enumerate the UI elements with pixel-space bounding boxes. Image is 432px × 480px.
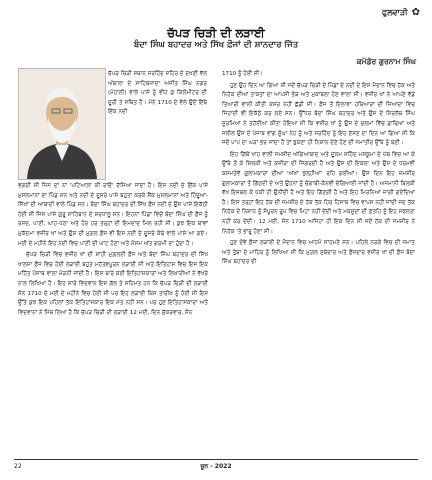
- paragraph: 1710 ਨੂੰ ਹੋਈ ਸੀ।: [222, 71, 264, 77]
- flower-icon: ✿: [411, 7, 420, 18]
- article-subtitle: ਬੰਦਾ ਸਿੰਘ ਬਹਾਦਰ ਅਤੇ ਸਿੱਖ ਫ਼ੌਜਾਂ ਦੀ ਸ਼ਾਨਦਾਰ ਜਿੱਤ: [133, 40, 299, 50]
- masthead: [382, 7, 420, 18]
- intro-paragraph: ਚੱਪੜ ਚਿੜੀ ਸਥਾਨ ਸਰਹਿੰਦ ਸ਼ਹਿਰ ਦੇ ਦਖਣੀ ਵੱਲ ਅੰਬਾਲਾ ਦੇ ਸਾਹਿਬਜ਼ਾਦਾ ਅਜੀਤ ਸਿੰਘ ਨਗਰ (ਮੋਹਾਲੀ) ਵਾਲੇ ਪਾਸੇ ਨੂੰ ਵੀਹ ਕੁ ਕਿਲੋਮੀਟਰ ਦੀ ਦੂਰੀ ਤੇ ਸਥਿਤ ਹੈ। ਮੰਨੇ 1710 ਦੇ ਵੇਲੇ ਉਦੋਂ ਇੱਥੇ ਇੱਕ ਨਦੀ: [108, 71, 207, 116]
- author-photo: [18, 68, 106, 180]
- paragraph: ਹੁਣ ਉਹ ਦਿਨ ਆ ਗਿਆ ਸੀ ਜਦੋਂ ਚੱਪੜ ਚਿੜੀ ਦੇ ਪਿੰਡਾਂ ਦੇ ਨਦੀ ਦੇ ਇਸ ਮੈਦਾਨ ਵਿਚ ਹੱਕ ਅਤੇ ਨਿਹੱਕ ਦੀਆਂ ਤਾਕਤਾਂ ਦਾ ਆਪਸੀ ਭੇੜ ਅਤੇ ਮੁਕਾਬਲਾ ਹੋਣ ਵਾਲਾ ਸੀ। ਵਜ਼ੀਰ ਖਾਂ ਨੇ ਆਪਣੇ ਵੱਡੇ ਤਿਆਰੀ ਵਾਲੀ ਕੀਤੀ ਕਸਰ ਨਹੀਂ ਛੱਡੀ ਸੀ। ਫ਼ੌਜ ਤੋਂ ਇਲਾਵਾ ਹਥਿਆਰਾਂ ਦੀ ਜ਼ਿਆਦਾ ਵਿਚ ਜਿਹਾਦੀ ਵੀ ਇਕੱਠੇ ਕਰ ਲਏ ਸਨ। ਉੱਧਰ ਬੰਦਾ ਸਿੰਘ ਬਹਾਦਰ ਅਤੇ ਉਸ ਦੇ ਸਿਰਲੱਥ ਸਿੰਘ ਸੂਰਮਿਆਂ ਨੇ ਤਹੱਈਆ ਕੀਤਾ ਹੋਇਆ ਸੀ ਕਿ ਵਜ਼ੀਰ ਖਾਂ ਨੂੰ ਉਸ ਦੇ ਜ਼ੁਲਮਾਂ ਵਿੱਚ ਡਾਢਿਆਂ ਅਤੇ ਜਲੀਲ ਉਸ ਦੇ ਪੰਜਾਬ ਵਾਂਗ ਸੂੰਘਾ ਨੇਹ ਨੂੰ ਅਤੇ ਸਰਹਿੰਦ ਨੂੰ ਇਹ ਦੱਸਣ ਦਾ ਦਿਨ ਆ ਗਿਆ ਸੀ ਕਿ ਜਦੋਂ ਪਾਪ ਦਾ ਘੜਾ ਭਰ ਜਾਂਦਾ ਹੈ ਤਾਂ ਝੁਕਣਾ ਹੀ ਨਿਸ਼ਾਨ ਦੇਣੇ ਹੋਣ ਦੀ ਜਮਾਤੀਰ ਉੱਥੇ ਨੂੰ ਬਣੀ।: [222, 82, 415, 147]
- page-footer: [14, 459, 418, 472]
- intro-column: [108, 70, 207, 182]
- page-number: 22: [14, 463, 22, 470]
- paragraph: ਹੁਣ ਦੋਵੇਂ ਫ਼ੌਜਾਂ ਲੜਾਈ ਦੇ ਮੈਦਾਨ ਵਿਚ ਆਹਮੋ ਸਾਹਮਣੇ ਸਨ। ਪਹਿਲੇ ਨਰਗੇ ਵਿਚ ਦੀ ਜਮਾਤ ਅਤੇ ਤੁੰਬਾ ਦੇ ਮਾਹਿਰ ਨੂੰ ਲਿਖਿਆ ਸੀ ਕਿ ਮੁਗ਼ਲ ਸੁਬੇਦਾਰ ਅਤੇ ਫ਼ੌਜਦਾਰ ਵਜ਼ੀਰ ਖਾਂ ਦੀ ਫ਼ੌਜ ਬੰਦਾ ਸਿੰਘ ਬਹਾਦਰ ਦੀ: [222, 240, 415, 266]
- issue-date: ਜੂਨ - 2022: [200, 463, 232, 470]
- article-author: ਕਮੋਡੋਰ ਗੁਰਨਾਮ ਸਿੰਘ: [356, 57, 416, 66]
- left-column: [18, 182, 208, 452]
- paragraph: ਵਗਦੀ ਸੀ ਜਿਸ ਦਾ ਨਾਂ 'ਪਟਿਆਲਾ ਕੀ ਰਾਓ' ਦੱਸਿਆ ਜਾਂਦਾ ਹੈ। ਇਸ ਨਦੀ ਦੇ ਇੱਕ ਪਾਸੇ ਮੁਸਲਮਾਨਾਂ ਦਾ ਪਿੰਡ ਸਨ ਅਤੇ ਨਦੀ ਦੇ ਦੂਸਰੇ ਪਾਸੇ ਬਹੁਤਾ ਕਰਕੇ ਸੈਂਕ ਮੁਸਲਮਾਨਾਂ ਅਤੇ ਹਿੰਦੂਆਂ-ਸਿੱਖਾਂ ਦੀ ਆਬਾਦੀ ਵਾਲੇ ਪਿੰਡ ਸਨ। ਬੰਦਾ ਸਿੰਘ ਬਹਾਦਰ ਦੀ ਸਿੱਖ ਫ਼ੌਜ ਨਦੀ ਦੇ ਉਸ ਪਾਸੇ ਇਕੱਠੀ ਹੋਈ ਸੀ ਜਿਸ ਪਾਸੇ ਗੁਰੂ ਸਾਹਿਬਾਨ ਦੇ ਸ਼ਰਧਾਲੂ ਸਨ। ਇਹਨਾਂ ਪਿੰਡਾਂ ਵਿਚੋਂ ਬੰਦਾ ਸਿੰਘ ਦੀ ਫ਼ੌਜ ਨੂੰ ਰਸਦ, ਪਾਣੀ, ਘਾਹ-ਪੱਠਾ ਅਤੇ ਹੋਰ ਹਰ ਤਰ੍ਹਾਂ ਦੀ ਇਮਦਾਦ ਮਿਲ ਰਹੀ ਸੀ। ਕੁਝ ਇਕ ਥਾਂਵਾਂ ਮੁਕੱਦਮਾ ਵਜ਼ੀਰ ਖਾਂ ਅਤੇ ਉਸ ਦੀ ਮੁਗ਼ਲ ਫ਼ੌਜ ਵੀ ਇਸ ਨਦੀ ਦੇ ਦੂਸਰੇ ਕੰਢੇ ਵਾਲੇ ਪਾਸੇ ਆ ਗਏ। ਮਈ ਦੇ ਮਹੀਨੇ ਇਹ ਨਦੀ ਵਿਚ ਪਾਣੀ ਦੀ ਘਾਟ ਹੋਣਾ ਅਤੇ ਮੌਸਮ ਅੱਤ ਗਰਮੀ ਦਾ ਹੁੰਦਾ ਹੈ।: [18, 183, 208, 247]
- paragraph: ਇਹ ਗਿੱਥੋਂ ਖਾਹ ਵਾਲੀ ਜਮਸ਼ੀਦ ਅੱਗਿਆਬਾਦ ਅਤੇ ਦੂਲਮ ਸਹਿੰਦ ਮਸਕੂਮਾ ਦੇ ਪੱਥ ਵਿਚ ਆ ਕੇ ਉੱਥੇ ਤੋਂ ਕੇ ਸ਼ਿਲਕੀ ਅਤੇ ਕਜ਼ੀਰਾ ਦੀ ਜਿਗਰਦੀ ਹੈ ਅਤੇ ਉਸ ਦੀ ਇਕਲਾ ਅਤੇ ਉਸ ਦੇ ਧਰਮਵੀ ਕਸਮਤੇਵੇਂ ਗੁਲਾਮਕਾਰਾਂ ਦੀਆਂ 'ਅੱਖਾਂ ਖੁੱਲ੍ਹੀਆਂ' ਰਹਿ ਗਈਆਂ। ਉਸ ਦਿਨ ਇਹ ਜ਼ਮਸ਼ੀਰ ਗੁਲਾਮਕਾਰਾਂ ਤੋਂ ਗਿੱਠਦੀ ਦੇ ਅਤੇ ਉਹਨਾਂ ਨੂੰ ਚੰਗਾਬੀ-ਕੰਨਵੀ ਚੰਗਿਆਈ ਜਾਂਦੀ ਹੈ। ਅਜਮਾਨੀ ਬਿਲਕੀ ਵੱਖ ਇਸਥਲ ਕੇ ਪੱਕੀ ਹੀ ਉਨੀਂਦੀ ਹੈ ਅਤੇ ਇਹ ਗਿੱਣਗੀ ਹੈ ਅਤੇ ਇਹ ਮਿਰਨਿਆਂ ਜਾਗੀ ਗਏਂਦਿਆਂ ਹੈ। ਇਸ ਤਰ੍ਹਾਂ ਇਹ ਹੱਕ ਦੀ ਜਮਸ਼ੀਰ ਦੇ ਹੱਕ ਤੱਕ ਹਿਰ ਹਿਸਾਬ ਵਿਚ ਵਾਪਸ ਨਹੀਂ ਜਾਂਦੀ ਜਦ ਤੱਕ ਨਿਹੱਕ ਦੇ ਨਿਸ਼ਾਨ ਨੂੰ ਸੰਪੂਰਨ ਰੂਪ ਵਿਚ ਮਿਟਾ ਨਹੀਂ ਦੇਂਦੀ ਅਤੇ ਮਕਸੂਦਾਂ ਦੀ ਫ਼ਤਹਿ ਨੂੰ ਇਹ ਸਫਲਤਾ ਨਹੀਂ ਕਰ ਦੇਂਦੀ। 12 ਮਈ, ਸੰਨ 1710 ਅਜਿਹਾ ਹੀ ਇਕ ਦਿਨ ਸੀ ਜਦੋਂ ਹੱਕ ਦੀ ਜਮਸ਼ੀਰ ਨੇ ਨਿਹੱਕ 'ਤੇ ਭਾਰੂ ਹੋਣਾ ਸੀ।: [222, 151, 415, 235]
- masthead-title: ਫੁਲਵਾੜੀ: [382, 7, 408, 17]
- article-title: ਚੱਪੜ ਚਿੜੀ ਦੀ ਲੜਾਈ: [167, 26, 265, 40]
- author-portrait-icon: [19, 69, 105, 179]
- right-column: [222, 70, 415, 452]
- paragraph: ਚੱਪੜ ਚਿੜੀ ਵਿਚ ਵਜ਼ੀਰ ਖਾਂ ਦੀ ਸ਼ਾਹੀ ਮੁਗ਼ਲਈ ਫ਼ੌਜ ਅਤੇ ਬੰਦਾ ਸਿੰਘ ਬਹਾਦਰ ਦੀ ਸਿੱਖ ਖਾਲਸਾ ਫ਼ੌਜ ਵਿਚ ਹੋਈ ਲੜਾਈ ਬਹੁਤ ਮਹੱਤਵਪੂਰਨ ਲੜਾਈ ਸੀ ਅਤੇ ਇਤਿਹਾਸ ਵਿਚ ਇਸ ਇਕ ਮਹਿੱਤ ਪੰਜਾਬ ਵਾਲਾ ਮੋੜਨੀ ਜਾਂਦੀ ਹੈ। ਇਸ ਬਾਰੇ ਕਈ ਇਤਿਹਾਸਕਾਰਾਂ ਅਤੇ ਲਿਖਾਰੀਆਂ ਨੇ ਵੱਖਰੇ ਨਾਲ ਲਿਖਿਆ ਹੈ। ਇਹ ਸਾਰੇ ਵਿਦਵਾਨ ਇਸ ਗੱਲ ਤੇ ਸਹਿਮਤ ਹਨ ਕਿ ਚੱਪੜ ਚਿੜੀ ਦੀ ਲੜਾਈ ਸੰਨ 1710 ਦੇ ਮਈ ਦੇ ਮਹੀਨੇ ਵਿਚ ਹੋਈ ਸੀ ਪਰ ਇਹ ਲੜਾਈ ਕਿਸ ਤਾਰੀਖ਼ ਨੂੰ ਹੋਈ ਸੀ ਇਸ ਉੱਤੇ ਕੁਝ ਇਕ ਪਹਿਲਾਂ ਤੱਕ ਇਤਿਹਾਸਕਾਰ ਇਕ ਮੱਤ ਨਹੀਂ ਸਨ। ਪਰ ਹੁਣ ਇਤਿਹਾਸਕਾਰਾਂ ਅਤੇ ਵਿਦਵਾਨਾਂ ਨੇ ਮਿੱਥ ਲਿਆ ਹੈ ਕਿ ਚੱਪੜ ਚਿੜੀ ਦੀ ਲੜਾਈ 12 ਮਈ, ਦਿਨ ਸ਼ੁੱਕਰਵਾਰ, ਸੰਨ: [18, 252, 208, 316]
